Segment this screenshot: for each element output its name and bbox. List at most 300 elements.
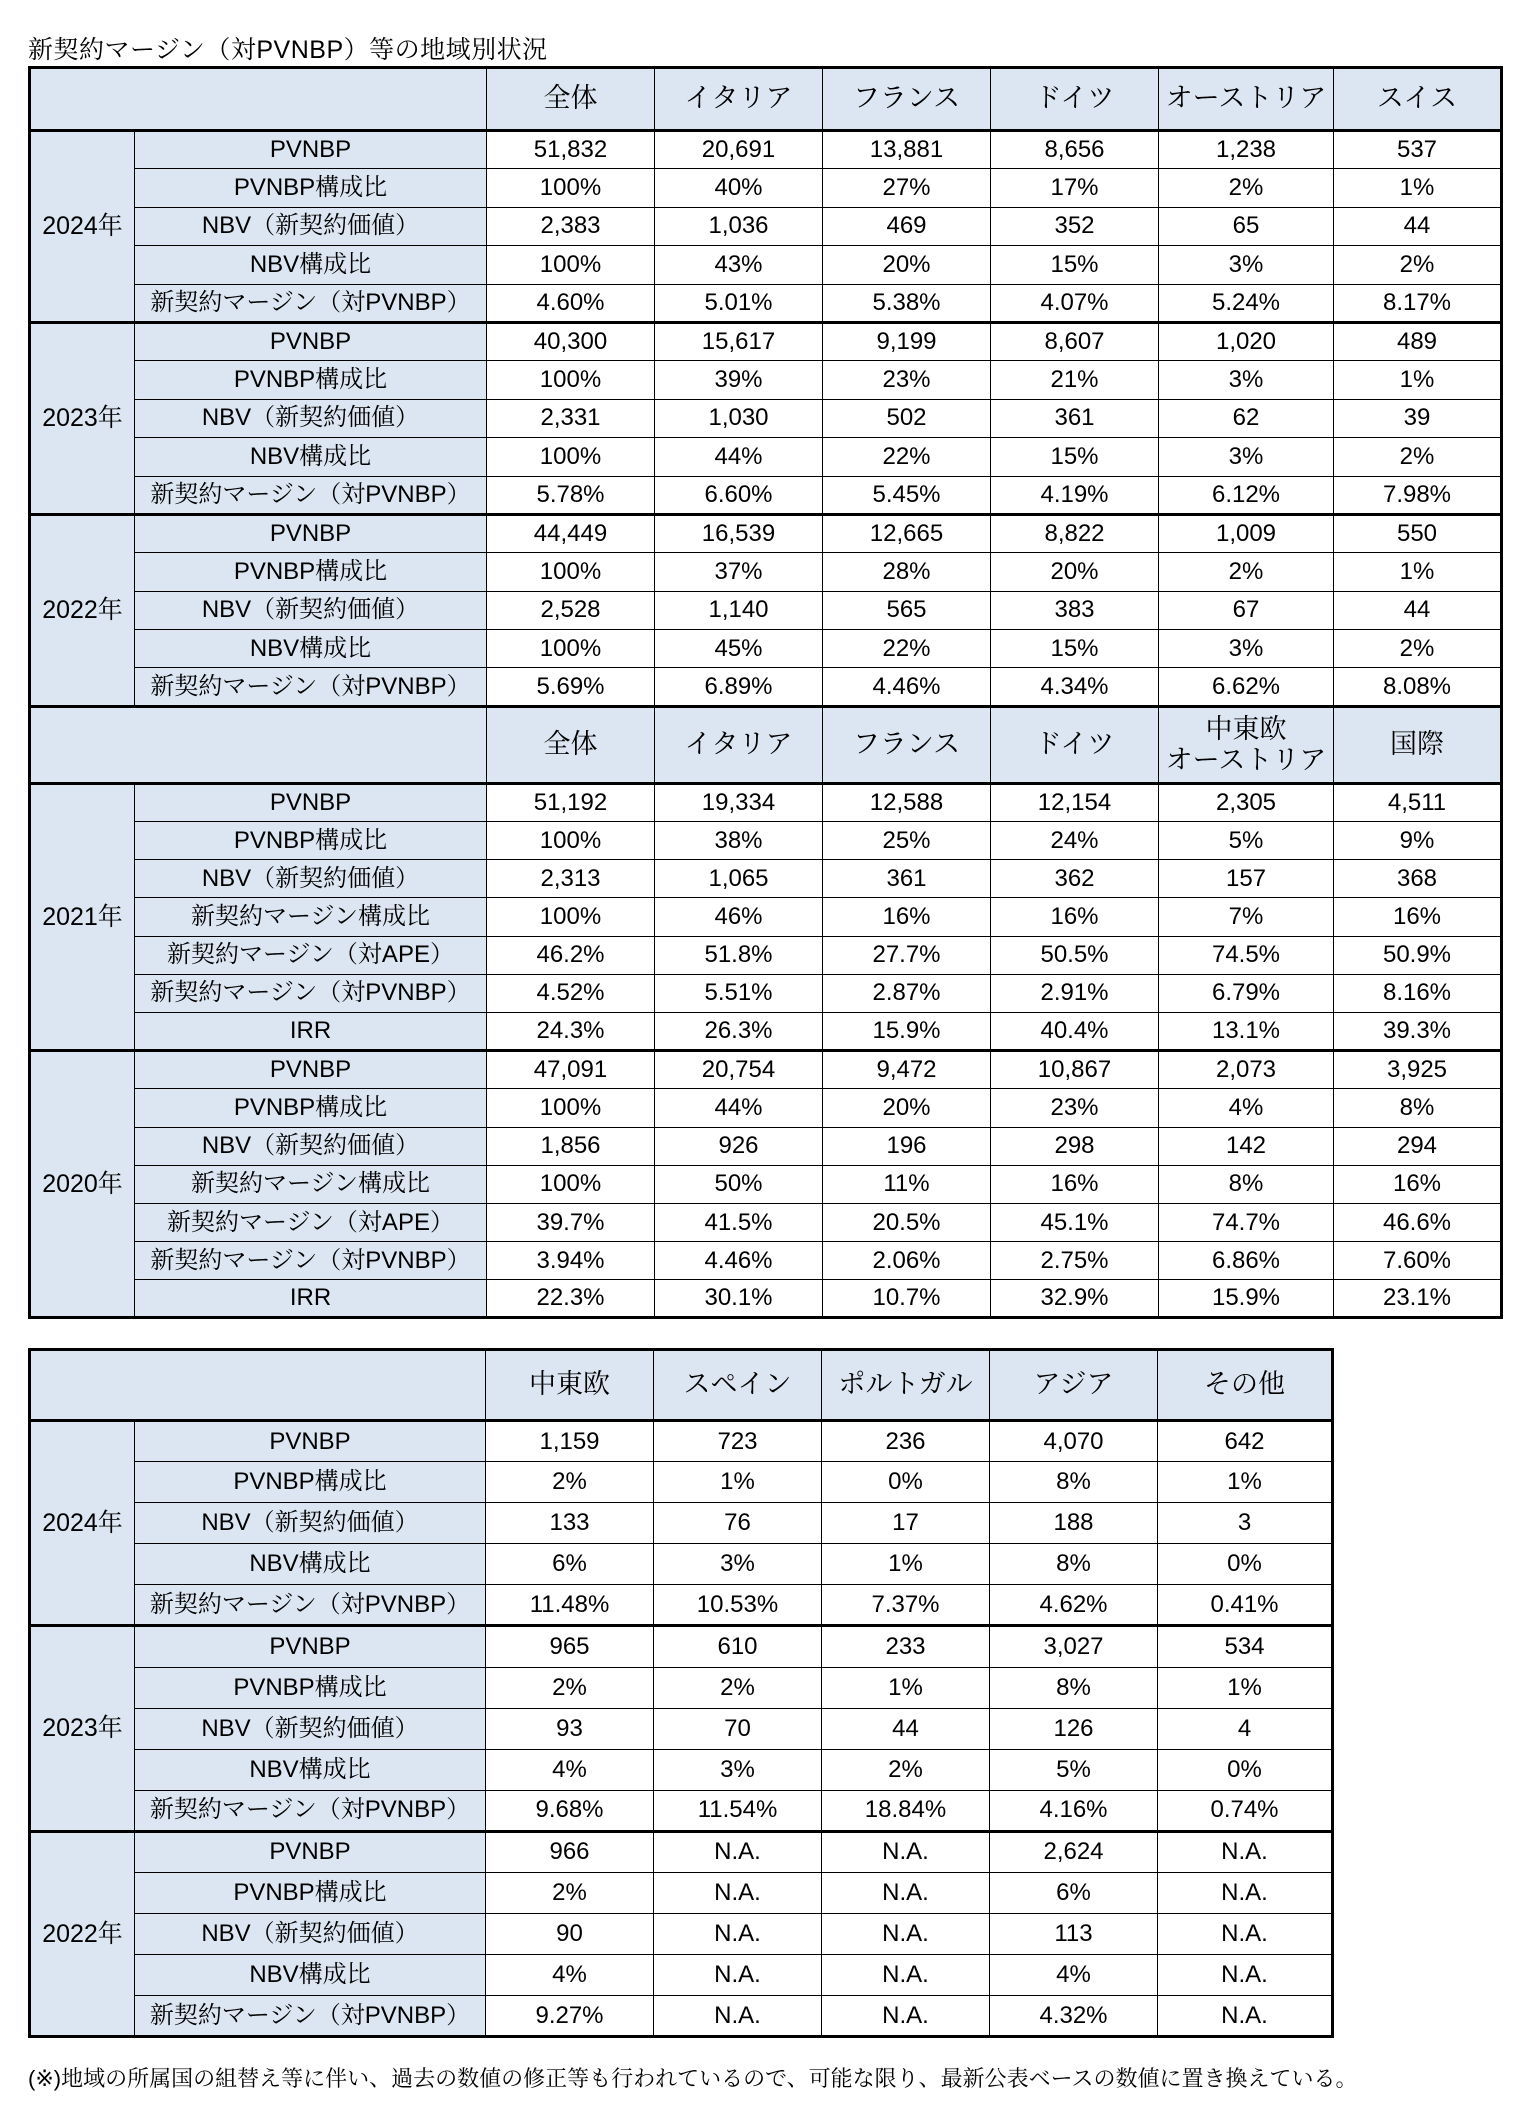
- table-row: [30, 246, 1502, 284]
- value-cell: 44: [1334, 591, 1502, 629]
- value-cell: 9.27%: [486, 1996, 654, 2037]
- value-cell: 27%: [823, 169, 991, 207]
- value-cell: 38%: [655, 822, 823, 860]
- value-cell: 1,159: [486, 1421, 654, 1462]
- value-cell: 2%: [822, 1749, 990, 1790]
- row-label: NBV構成比: [135, 246, 487, 284]
- value-cell: 1,238: [1159, 131, 1334, 169]
- value-cell: 50%: [655, 1165, 823, 1203]
- table-row: [30, 1165, 1502, 1203]
- value-cell: 3,027: [990, 1626, 1158, 1667]
- row-label: PVNBP: [135, 1051, 487, 1089]
- value-cell: 5.51%: [655, 974, 823, 1012]
- value-cell: 6.60%: [655, 476, 823, 514]
- value-cell: 8%: [1159, 1165, 1334, 1203]
- value-cell: 9,472: [823, 1051, 991, 1089]
- year-cell: 2024年: [30, 131, 135, 323]
- table-row: [30, 1462, 1333, 1503]
- column-header: [654, 1350, 822, 1421]
- value-cell: 21%: [991, 361, 1159, 399]
- value-cell: 6%: [990, 1873, 1158, 1914]
- value-cell: 3,925: [1334, 1051, 1502, 1089]
- value-cell: N.A.: [654, 1914, 822, 1955]
- value-cell: 16%: [991, 1165, 1159, 1203]
- value-cell: 294: [1334, 1127, 1502, 1165]
- table-row: [30, 1914, 1333, 1955]
- value-cell: 17: [822, 1503, 990, 1544]
- value-cell: 11%: [823, 1165, 991, 1203]
- value-cell: 233: [822, 1626, 990, 1667]
- value-cell: 1%: [1158, 1462, 1333, 1503]
- value-cell: N.A.: [1158, 1996, 1333, 2037]
- value-cell: 15%: [991, 630, 1159, 668]
- value-cell: 13.1%: [1159, 1012, 1334, 1050]
- row-label: 新契約マージン（対PVNBP）: [135, 476, 487, 514]
- value-cell: 133: [486, 1503, 654, 1544]
- value-cell: 196: [823, 1127, 991, 1165]
- value-cell: 926: [655, 1127, 823, 1165]
- row-label: PVNBP: [135, 131, 487, 169]
- table-row: [30, 1127, 1502, 1165]
- row-label: PVNBP構成比: [135, 169, 487, 207]
- table-row: [30, 1012, 1502, 1050]
- value-cell: 3%: [1159, 630, 1334, 668]
- table-row: [30, 822, 1502, 860]
- value-cell: 51,832: [487, 131, 655, 169]
- table-row: [30, 630, 1502, 668]
- year-cell: 2022年: [30, 514, 135, 706]
- value-cell: 100%: [487, 822, 655, 860]
- value-cell: 3%: [654, 1544, 822, 1585]
- column-header: [1159, 706, 1334, 783]
- table-row: [30, 1089, 1502, 1127]
- column-header: [822, 1350, 990, 1421]
- value-cell: N.A.: [1158, 1914, 1333, 1955]
- value-cell: 2%: [1334, 246, 1502, 284]
- row-label: 新契約マージン（対PVNBP）: [135, 668, 487, 706]
- table-row: [30, 936, 1502, 974]
- value-cell: 7%: [1159, 898, 1334, 936]
- value-cell: 5.69%: [487, 668, 655, 706]
- row-label: PVNBP: [135, 783, 487, 821]
- value-cell: N.A.: [822, 1831, 990, 1872]
- column-header: [486, 1350, 654, 1421]
- value-cell: 1%: [822, 1544, 990, 1585]
- value-cell: 46.6%: [1334, 1203, 1502, 1241]
- row-label: NBV構成比: [135, 1955, 486, 1996]
- column-header-label: 中東欧: [529, 1369, 610, 1400]
- value-cell: 100%: [487, 1089, 655, 1127]
- column-header-label: ドイツ: [1034, 729, 1115, 760]
- value-cell: 3%: [1159, 361, 1334, 399]
- value-cell: 23%: [823, 361, 991, 399]
- value-cell: N.A.: [654, 1831, 822, 1872]
- column-header: [990, 1350, 1158, 1421]
- value-cell: 8,822: [991, 514, 1159, 552]
- value-cell: 1,140: [655, 591, 823, 629]
- value-cell: 13,881: [823, 131, 991, 169]
- value-cell: 20,754: [655, 1051, 823, 1089]
- value-cell: 39.3%: [1334, 1012, 1502, 1050]
- value-cell: 4%: [1159, 1089, 1334, 1127]
- value-cell: 469: [823, 207, 991, 245]
- row-label: 新契約マージン（対PVNBP）: [135, 1790, 486, 1831]
- value-cell: 15.9%: [1159, 1280, 1334, 1318]
- value-cell: 157: [1159, 860, 1334, 898]
- value-cell: 27.7%: [823, 936, 991, 974]
- column-header-label: ドイツ: [1034, 83, 1115, 114]
- value-cell: 3: [1158, 1503, 1333, 1544]
- column-header: [823, 68, 991, 131]
- row-label: NBV（新契約価値）: [135, 591, 487, 629]
- value-cell: 39.7%: [487, 1203, 655, 1241]
- value-cell: 22%: [823, 630, 991, 668]
- row-label: PVNBP構成比: [135, 361, 487, 399]
- year-cell: 2023年: [30, 322, 135, 514]
- value-cell: 8,656: [991, 131, 1159, 169]
- value-cell: 43%: [655, 246, 823, 284]
- value-cell: 6.79%: [1159, 974, 1334, 1012]
- column-header-label: フランス: [852, 83, 961, 114]
- value-cell: 2%: [486, 1873, 654, 1914]
- value-cell: 74.7%: [1159, 1203, 1334, 1241]
- value-cell: 5%: [990, 1749, 1158, 1790]
- row-label: PVNBP構成比: [135, 1089, 487, 1127]
- column-header-label: オーストリア: [1165, 83, 1327, 114]
- value-cell: 610: [654, 1626, 822, 1667]
- column-header: [823, 706, 991, 783]
- value-cell: 44: [822, 1708, 990, 1749]
- table-row: [30, 1585, 1333, 1626]
- column-header-label: スペイン: [683, 1369, 792, 1400]
- header-row: [30, 706, 1502, 783]
- value-cell: 6.89%: [655, 668, 823, 706]
- value-cell: 188: [990, 1503, 1158, 1544]
- value-cell: 5.78%: [487, 476, 655, 514]
- row-label: PVNBP: [135, 1626, 486, 1667]
- value-cell: 20.5%: [823, 1203, 991, 1241]
- row-label: NBV構成比: [135, 630, 487, 668]
- value-cell: 12,154: [991, 783, 1159, 821]
- value-cell: 4.34%: [991, 668, 1159, 706]
- table-row: [30, 1242, 1502, 1280]
- value-cell: 41.5%: [655, 1203, 823, 1241]
- column-header-label: 中東欧: [1205, 713, 1287, 744]
- table-row: [30, 476, 1502, 514]
- value-cell: 8%: [1334, 1089, 1502, 1127]
- value-cell: 100%: [487, 1165, 655, 1203]
- value-cell: 93: [486, 1708, 654, 1749]
- value-cell: 2,528: [487, 591, 655, 629]
- table-row: [30, 1667, 1333, 1708]
- value-cell: 1,030: [655, 399, 823, 437]
- value-cell: 62: [1159, 399, 1334, 437]
- value-cell: 4.19%: [991, 476, 1159, 514]
- value-cell: N.A.: [822, 1873, 990, 1914]
- table-row: [30, 860, 1502, 898]
- row-label: 新契約マージン構成比: [135, 898, 487, 936]
- value-cell: 12,665: [823, 514, 991, 552]
- value-cell: 9%: [1334, 822, 1502, 860]
- value-cell: 25%: [823, 822, 991, 860]
- value-cell: 565: [823, 591, 991, 629]
- value-cell: 100%: [487, 169, 655, 207]
- value-cell: 9,199: [823, 322, 991, 360]
- value-cell: 6.86%: [1159, 1242, 1334, 1280]
- value-cell: 100%: [487, 630, 655, 668]
- value-cell: 100%: [487, 553, 655, 591]
- value-cell: 8,607: [991, 322, 1159, 360]
- year-cell: 2021年: [30, 783, 135, 1050]
- value-cell: 4%: [990, 1955, 1158, 1996]
- row-label: IRR: [135, 1280, 487, 1318]
- value-cell: 51,192: [487, 783, 655, 821]
- value-cell: 44%: [655, 1089, 823, 1127]
- value-cell: 16%: [1334, 1165, 1502, 1203]
- value-cell: 4.60%: [487, 284, 655, 322]
- value-cell: 4.46%: [823, 668, 991, 706]
- value-cell: N.A.: [822, 1955, 990, 1996]
- value-cell: 4.62%: [990, 1585, 1158, 1626]
- row-label: 新契約マージン（対PVNBP）: [135, 1242, 487, 1280]
- value-cell: 1%: [1158, 1667, 1333, 1708]
- value-cell: 5.01%: [655, 284, 823, 322]
- column-header-label: イタリア: [684, 83, 793, 114]
- table-row: [30, 1831, 1333, 1872]
- value-cell: 50.5%: [991, 936, 1159, 974]
- table-row: [30, 131, 1502, 169]
- header-blank-cell: [30, 68, 487, 131]
- value-cell: 16,539: [655, 514, 823, 552]
- value-cell: 4.46%: [655, 1242, 823, 1280]
- value-cell: 44%: [655, 438, 823, 476]
- value-cell: 2%: [1159, 169, 1334, 207]
- value-cell: 723: [654, 1421, 822, 1462]
- table-row: [30, 1996, 1333, 2037]
- column-header-label: 全体: [543, 729, 598, 760]
- value-cell: 22%: [823, 438, 991, 476]
- value-cell: 113: [990, 1914, 1158, 1955]
- value-cell: 1%: [822, 1667, 990, 1708]
- value-cell: 18.84%: [822, 1790, 990, 1831]
- table-row: [30, 591, 1502, 629]
- value-cell: 20,691: [655, 131, 823, 169]
- row-label: NBV（新契約価値）: [135, 399, 487, 437]
- footnote: (※)地域の所属国の組替え等に伴い、過去の数値の修正等も行われているので、可能な限り、最新公表ベースの数値に置き換えている。: [28, 2066, 1358, 2091]
- table-row: [30, 514, 1502, 552]
- table-row: [30, 898, 1502, 936]
- value-cell: 65: [1159, 207, 1334, 245]
- row-label: 新契約マージン構成比: [135, 1165, 487, 1203]
- value-cell: 10.7%: [823, 1280, 991, 1318]
- value-cell: 11.48%: [486, 1585, 654, 1626]
- value-cell: 2.87%: [823, 974, 991, 1012]
- value-cell: 236: [822, 1421, 990, 1462]
- table-row: [30, 1421, 1333, 1462]
- value-cell: 0%: [822, 1462, 990, 1503]
- column-header: [655, 706, 823, 783]
- region-table-main: [28, 66, 1503, 1319]
- value-cell: 100%: [487, 438, 655, 476]
- table-row: [30, 1203, 1502, 1241]
- column-header-label: イタリア: [684, 729, 793, 760]
- value-cell: 2.06%: [823, 1242, 991, 1280]
- row-label: PVNBP構成比: [135, 1873, 486, 1914]
- value-cell: 44,449: [487, 514, 655, 552]
- value-cell: 965: [486, 1626, 654, 1667]
- value-cell: 2%: [486, 1667, 654, 1708]
- value-cell: 19,334: [655, 783, 823, 821]
- row-label: PVNBP構成比: [135, 1462, 486, 1503]
- value-cell: 50.9%: [1334, 936, 1502, 974]
- column-header: [1334, 68, 1502, 131]
- value-cell: 368: [1334, 860, 1502, 898]
- value-cell: N.A.: [1158, 1955, 1333, 1996]
- table-row: [30, 361, 1502, 399]
- column-header: [487, 706, 655, 783]
- table-row: [30, 1873, 1333, 1914]
- value-cell: 2%: [486, 1462, 654, 1503]
- value-cell: 16%: [823, 898, 991, 936]
- value-cell: 361: [991, 399, 1159, 437]
- value-cell: 40.4%: [991, 1012, 1159, 1050]
- value-cell: 0%: [1158, 1544, 1333, 1585]
- value-cell: 16%: [991, 898, 1159, 936]
- value-cell: 2,331: [487, 399, 655, 437]
- value-cell: 0.74%: [1158, 1790, 1333, 1831]
- value-cell: 45%: [655, 630, 823, 668]
- row-label: 新契約マージン（対PVNBP）: [135, 1585, 486, 1626]
- value-cell: 489: [1334, 322, 1502, 360]
- value-cell: 16%: [1334, 898, 1502, 936]
- header-row: [30, 1350, 1333, 1421]
- value-cell: 6%: [486, 1544, 654, 1585]
- table-row: [30, 399, 1502, 437]
- table-row: [30, 1280, 1502, 1318]
- value-cell: 6.62%: [1159, 668, 1334, 706]
- value-cell: 30.1%: [655, 1280, 823, 1318]
- value-cell: 44: [1334, 207, 1502, 245]
- value-cell: 51.8%: [655, 936, 823, 974]
- value-cell: 9.68%: [486, 1790, 654, 1831]
- value-cell: 5.45%: [823, 476, 991, 514]
- value-cell: 1,020: [1159, 322, 1334, 360]
- value-cell: 100%: [487, 361, 655, 399]
- table-row: [30, 438, 1502, 476]
- value-cell: 100%: [487, 898, 655, 936]
- row-label: PVNBP: [135, 1831, 486, 1872]
- value-cell: 15%: [991, 438, 1159, 476]
- header-blank-cell: [30, 1350, 486, 1421]
- row-label: NBV（新契約価値）: [135, 860, 487, 898]
- year-cell: 2023年: [30, 1626, 135, 1831]
- row-label: 新契約マージン（対APE）: [135, 1203, 487, 1241]
- table-row: [30, 1544, 1333, 1585]
- value-cell: 966: [486, 1831, 654, 1872]
- value-cell: 47,091: [487, 1051, 655, 1089]
- column-header: [991, 706, 1159, 783]
- value-cell: 2,383: [487, 207, 655, 245]
- value-cell: 8.16%: [1334, 974, 1502, 1012]
- table-row: [30, 1955, 1333, 1996]
- value-cell: 534: [1158, 1626, 1333, 1667]
- value-cell: 8%: [990, 1462, 1158, 1503]
- value-cell: 7.37%: [822, 1585, 990, 1626]
- column-header-label: 全体: [543, 83, 598, 114]
- value-cell: 32.9%: [991, 1280, 1159, 1318]
- row-label: PVNBP構成比: [135, 553, 487, 591]
- value-cell: 100%: [487, 246, 655, 284]
- table-row: [30, 322, 1502, 360]
- value-cell: 642: [1158, 1421, 1333, 1462]
- value-cell: 4.52%: [487, 974, 655, 1012]
- table-row: [30, 1790, 1333, 1831]
- value-cell: 8.17%: [1334, 284, 1502, 322]
- value-cell: 2,624: [990, 1831, 1158, 1872]
- row-label: NBV（新契約価値）: [135, 1708, 486, 1749]
- value-cell: N.A.: [654, 1955, 822, 1996]
- value-cell: 361: [823, 860, 991, 898]
- row-label: PVNBP構成比: [135, 1667, 486, 1708]
- value-cell: 26.3%: [655, 1012, 823, 1050]
- value-cell: 11.54%: [654, 1790, 822, 1831]
- table-row: [30, 553, 1502, 591]
- column-header: [655, 68, 823, 131]
- row-label: NBV（新契約価値）: [135, 1503, 486, 1544]
- value-cell: 67: [1159, 591, 1334, 629]
- value-cell: 17%: [991, 169, 1159, 207]
- table-row: [30, 1749, 1333, 1790]
- value-cell: 5.38%: [823, 284, 991, 322]
- column-header-label: ポルトガル: [838, 1369, 973, 1400]
- value-cell: 39: [1334, 399, 1502, 437]
- column-header: [1158, 1350, 1333, 1421]
- value-cell: 24%: [991, 822, 1159, 860]
- value-cell: 23%: [991, 1089, 1159, 1127]
- value-cell: 502: [823, 399, 991, 437]
- value-cell: 4,511: [1334, 783, 1502, 821]
- value-cell: 7.98%: [1334, 476, 1502, 514]
- value-cell: 4%: [486, 1749, 654, 1790]
- column-header-label: その他: [1204, 1369, 1285, 1400]
- row-label: NBV構成比: [135, 438, 487, 476]
- row-label: PVNBP: [135, 322, 487, 360]
- column-header: [1159, 68, 1334, 131]
- value-cell: 20%: [991, 553, 1159, 591]
- value-cell: 4.07%: [991, 284, 1159, 322]
- column-header: [487, 68, 655, 131]
- value-cell: 8%: [990, 1544, 1158, 1585]
- row-label: NBV（新契約価値）: [135, 207, 487, 245]
- value-cell: 2%: [1334, 438, 1502, 476]
- value-cell: 24.3%: [487, 1012, 655, 1050]
- value-cell: 2,313: [487, 860, 655, 898]
- row-label: IRR: [135, 1012, 487, 1050]
- column-header-label: スイス: [1376, 83, 1458, 114]
- table-row: [30, 1503, 1333, 1544]
- value-cell: 362: [991, 860, 1159, 898]
- table-row: [30, 1626, 1333, 1667]
- value-cell: 1,009: [1159, 514, 1334, 552]
- year-cell: 2020年: [30, 1051, 135, 1318]
- value-cell: 2,073: [1159, 1051, 1334, 1089]
- value-cell: 3%: [1159, 246, 1334, 284]
- value-cell: 7.60%: [1334, 1242, 1502, 1280]
- value-cell: 22.3%: [487, 1280, 655, 1318]
- value-cell: 3%: [654, 1749, 822, 1790]
- value-cell: 8%: [990, 1667, 1158, 1708]
- value-cell: 1,856: [487, 1127, 655, 1165]
